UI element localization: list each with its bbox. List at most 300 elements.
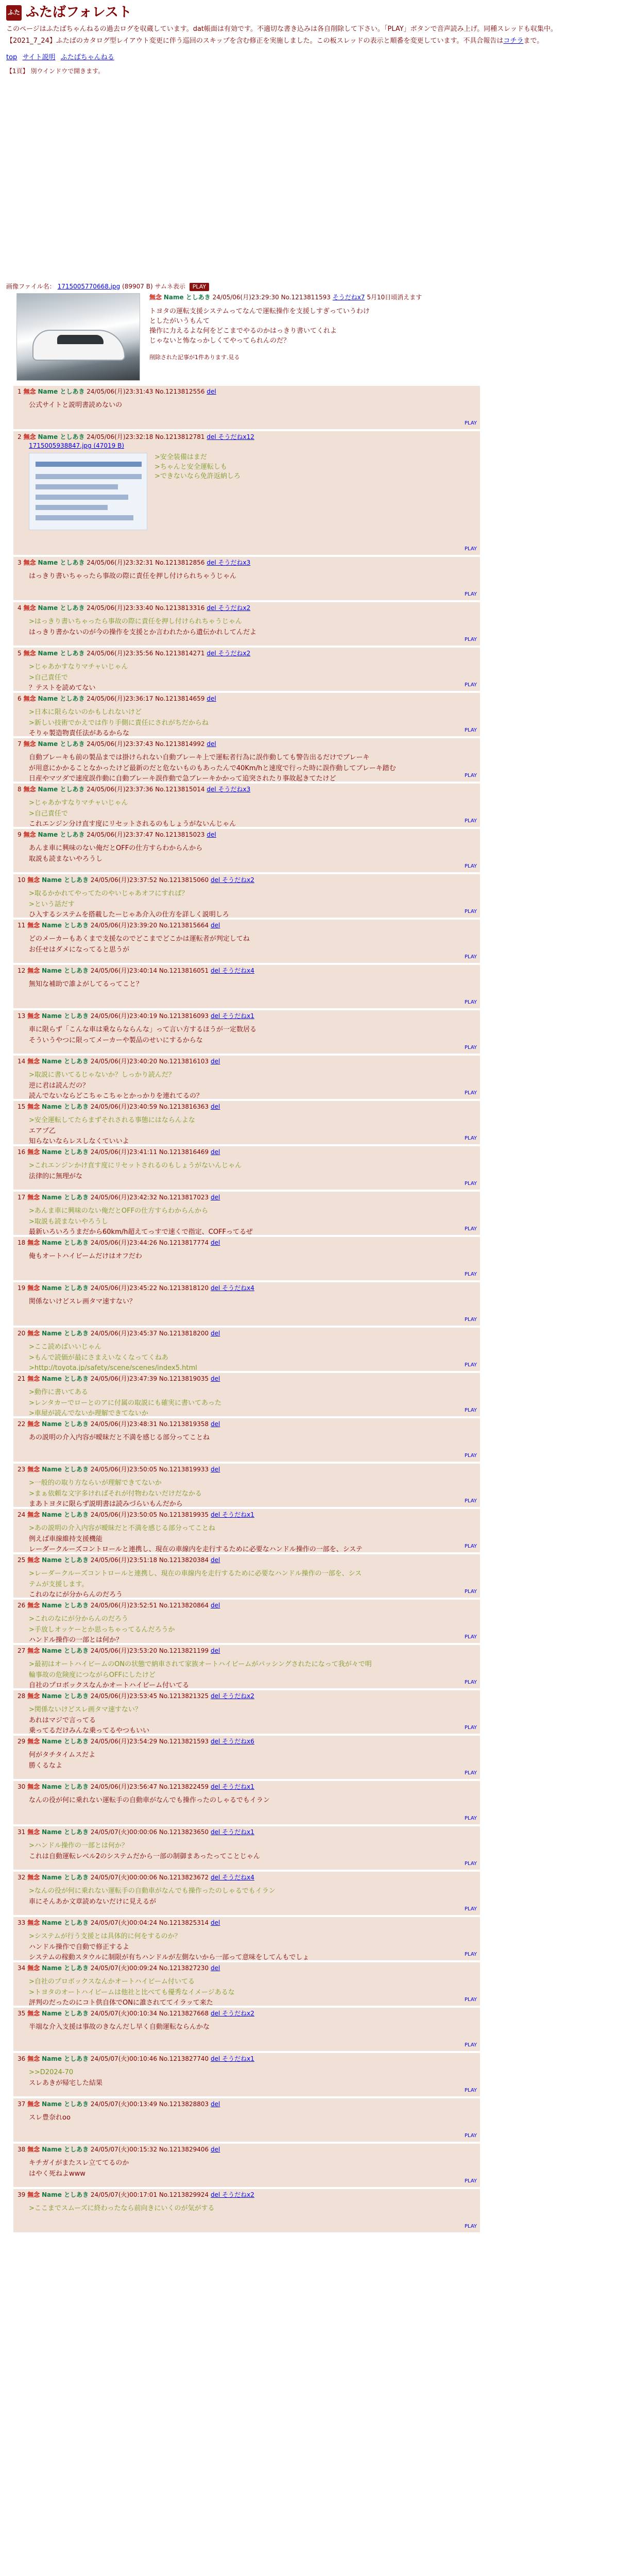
reply-sodane-button[interactable]: del そうだねx2 <box>211 1692 254 1700</box>
reply-sodane-button[interactable]: del そうだねx4 <box>211 967 254 974</box>
reply-name: Name としあき <box>42 1012 89 1020</box>
quote-line: テムが支援します。 <box>29 1580 89 1588</box>
reply-post <box>13 1781 480 1824</box>
reply-body <box>29 979 476 990</box>
reply-body <box>29 707 476 736</box>
reply-row <box>6 1781 612 1826</box>
reply-meta <box>18 1465 476 1474</box>
reply-body <box>29 662 476 691</box>
reply-play-button[interactable]: PLAY <box>464 1543 477 1549</box>
reply-play-button[interactable]: PLAY <box>464 1090 477 1096</box>
op-file-line <box>6 282 612 291</box>
body-line: 最新いろいろうまだから60km/h超えてっすで速くで指定、COFFってるぜ <box>29 1228 253 1235</box>
image-text-line <box>36 462 142 467</box>
reply-datetime-number[interactable]: 24/05/06(月)23:31:43 No.1213812556 <box>87 388 205 395</box>
quote-line: >あの説明の介入内容が曖昧だと不満を感じる部分ってことね <box>29 1524 215 1533</box>
reply-row <box>6 386 612 431</box>
reply-index: 3 <box>18 559 22 566</box>
reply-body <box>29 1387 476 1416</box>
reply-datetime-number[interactable]: 24/05/07(火)00:17:01 No.1213829924 <box>90 2191 209 2198</box>
quote-line: >新しい技術でかえでは作り手側に責任にされがちだからね <box>29 719 209 727</box>
reply-post <box>13 1010 480 1054</box>
op-file-link[interactable]: 1715005770668.jpg <box>57 282 121 290</box>
reply-play-button[interactable]: PLAY <box>464 1815 477 1821</box>
reply-sodane-button[interactable]: del そうだねx2 <box>207 604 251 612</box>
quote-line: >自社のプロボックスなんかオートハイビーム付いてる <box>29 1978 195 1986</box>
reply-subject: 無念 <box>27 1194 40 1201</box>
reply-name: Name としあき <box>42 1103 89 1110</box>
reply-datetime-number[interactable]: 24/05/06(月)23:44:26 No.1213817774 <box>90 1239 209 1246</box>
reply-sodane-button[interactable]: del そうだねx3 <box>207 559 251 566</box>
reply-row <box>6 1690 612 1736</box>
reply-datetime-number[interactable]: 24/05/06(月)23:37:47 No.1213815023 <box>87 831 205 838</box>
quote-line: >あんま車に興味のない俺だとOFFの仕方すらわからんから <box>29 1207 209 1215</box>
reply-play-button[interactable]: PLAY <box>464 2178 477 2184</box>
reply-body <box>29 1795 476 1806</box>
site-notice <box>6 25 612 46</box>
body-line: そりゃ製造物責任法があるからな <box>29 729 130 736</box>
bug-report-link[interactable]: コチラ <box>503 37 524 45</box>
quote-line: >なんの役が何に乗れない運転手の自動車がなんでも操作ったのしゃるでもイラン <box>29 1887 276 1895</box>
op-expire-head: 5月10日頃消えます <box>367 294 422 301</box>
reply-datetime-number[interactable]: 24/05/07(火)00:00:06 No.1213823672 <box>90 1874 209 1881</box>
body-line: スレあきが帰宅した結果 <box>29 2079 103 2087</box>
reply-sodane-button[interactable]: del <box>211 1103 220 1110</box>
body-line: システムの稼動スタウルに制限が有ちハンドルが左側ないから一部って意味をしてんもでしょ <box>29 1953 310 1960</box>
reply-name: Name としあき <box>42 1375 89 1382</box>
reply-subject: 無念 <box>27 1964 40 1972</box>
reply-meta <box>18 1057 476 1066</box>
reply-index: 5 <box>18 650 22 657</box>
quote-line: >取説も読まないやろうし <box>29 1217 108 1226</box>
reply-play-button[interactable]: PLAY <box>464 1044 477 1050</box>
reply-meta <box>18 785 476 794</box>
reply-meta <box>18 1375 476 1383</box>
quote-line: >これのなにが分からんのだろう <box>29 1615 128 1623</box>
reply-sodane-button[interactable]: del <box>211 922 220 929</box>
reply-sodane-button[interactable]: del <box>211 1194 220 1201</box>
op-subject: 無念 <box>149 294 162 301</box>
reply-body <box>29 1523 476 1552</box>
reply-play-button[interactable]: PLAY <box>464 2087 477 2093</box>
quote-line: >http://toyota.jp/safety/scene/scenes/index5.html <box>29 1364 197 1371</box>
reply-play-button[interactable]: PLAY <box>464 863 477 869</box>
notice-update <box>6 37 612 46</box>
reply-datetime-number[interactable]: 24/05/06(月)23:37:43 No.1213814992 <box>87 740 205 748</box>
reply-sodane-button[interactable]: del そうだねx4 <box>211 1284 254 1292</box>
reply-datetime-number[interactable]: 24/05/06(月)23:32:18 No.1213812781 <box>87 433 205 440</box>
op-number[interactable]: No.1213811593 <box>281 294 331 301</box>
reply-play-button[interactable]: PLAY <box>464 908 477 914</box>
reply-play-button[interactable]: PLAY <box>464 1634 477 1640</box>
reply-file-line <box>29 442 476 450</box>
reply-subject: 無念 <box>27 1284 40 1292</box>
reply-name: Name としあき <box>38 831 85 838</box>
reply-sodane-button[interactable]: del <box>211 1602 220 1609</box>
reply-post <box>13 602 480 646</box>
reply-sodane-button[interactable]: del そうだねx6 <box>211 1738 254 1745</box>
reply-index: 11 <box>18 922 26 929</box>
reply-play-button[interactable]: PLAY <box>464 954 477 960</box>
reply-index: 38 <box>18 2146 26 2153</box>
reply-sodane-button[interactable]: del <box>211 2146 220 2153</box>
reply-play-button[interactable]: PLAY <box>464 1407 477 1413</box>
reply-subject: 無念 <box>23 831 36 838</box>
reply-post <box>13 1736 480 1779</box>
reply-datetime-number[interactable]: 24/05/06(月)23:53:20 No.1213821199 <box>90 1647 209 1654</box>
quote-line: >取るかかれてやってたのやいじゃあオフにすれば？ <box>29 890 188 898</box>
reply-meta <box>18 1148 476 1157</box>
reply-row <box>6 1962 612 2008</box>
reply-sodane-button[interactable]: del <box>207 740 216 748</box>
reply-post <box>13 1101 480 1144</box>
reply-sodane-button[interactable]: del <box>211 1330 220 1337</box>
reply-datetime-number[interactable]: 24/05/07(火)00:10:46 No.1213827740 <box>90 2055 209 2062</box>
reply-name: Name としあき <box>42 922 89 929</box>
reply-subject: 無念 <box>27 1783 40 1790</box>
reply-name: Name としあき <box>42 1466 89 1473</box>
reply-meta <box>18 387 476 396</box>
reply-play-button[interactable]: PLAY <box>464 2223 477 2229</box>
reply-sodane-button[interactable]: del そうだねx1 <box>211 1783 254 1790</box>
reply-sodane-button[interactable]: del そうだねx12 <box>207 433 254 440</box>
nav-about-link[interactable]: サイト説明 <box>22 54 56 62</box>
reply-row <box>6 1146 612 1192</box>
reply-datetime-number[interactable]: 24/05/06(月)23:40:59 No.1213816363 <box>90 1103 209 1110</box>
reply-row <box>6 2144 612 2189</box>
reply-sodane-button[interactable]: del <box>207 695 216 702</box>
reply-sodane-button[interactable]: del <box>207 388 216 395</box>
reply-play-button[interactable]: PLAY <box>464 1226 477 1232</box>
reply-datetime-number[interactable]: 24/05/07(火)00:09:24 No.1213827230 <box>90 1964 209 1972</box>
reply-play-button[interactable]: PLAY <box>464 1135 477 1141</box>
reply-row <box>6 2053 612 2098</box>
reply-play-button[interactable]: PLAY <box>464 1271 477 1277</box>
op-body-line: としたがいうもんて <box>149 317 210 326</box>
reply-name: Name としあき <box>38 650 85 657</box>
reply-post <box>13 1056 480 1099</box>
reply-datetime-number[interactable]: 24/05/06(月)23:45:37 No.1213818200 <box>90 1330 209 1337</box>
reply-datetime-number[interactable]: 24/05/06(月)23:42:32 No.1213817023 <box>90 1194 209 1201</box>
reply-datetime-number[interactable]: 24/05/06(月)23:51:18 No.1213820384 <box>90 1556 209 1564</box>
reply-index: 28 <box>18 1692 26 1700</box>
reply-sodane-button[interactable]: del そうだねx1 <box>211 1012 254 1020</box>
reply-datetime-number[interactable]: 24/05/06(月)23:39:20 No.1213815664 <box>90 922 209 929</box>
reply-meta <box>18 1601 476 1610</box>
reply-datetime-number[interactable]: 24/05/06(月)23:47:39 No.1213819035 <box>90 1375 209 1382</box>
reply-datetime-number[interactable]: 24/05/06(月)23:52:51 No.1213820864 <box>90 1602 209 1609</box>
nav-futaba-link[interactable]: ふたばちゃんねる <box>60 54 114 62</box>
reply-play-button[interactable]: PLAY <box>464 1588 477 1595</box>
reply-meta <box>18 1647 476 1655</box>
body-line: あれはマジで言ってる <box>29 1716 96 1724</box>
body-line: 車に限らず「こんな車は乗ならならんな」って言い方するほうが一定数居る <box>29 1026 257 1034</box>
reply-name: Name としあき <box>42 1148 89 1156</box>
reply-row <box>6 920 612 965</box>
reply-post <box>13 648 480 691</box>
reply-meta <box>18 1783 476 1791</box>
op-datetime: 24/05/06(月)23:29:30 <box>212 294 279 301</box>
reply-row <box>6 602 612 648</box>
reply-post <box>13 1464 480 1507</box>
site-title[interactable]: ふたばフォレスト <box>26 5 132 20</box>
reply-index: 32 <box>18 1874 26 1881</box>
reply-sodane-button[interactable]: del そうだねx2 <box>207 650 251 657</box>
reply-play-button[interactable]: PLAY <box>464 1951 477 1957</box>
body-line: キチガイがまたスレ立ててるのか <box>29 2159 129 2167</box>
reply-body <box>29 2113 476 2123</box>
reply-play-button[interactable]: PLAY <box>464 818 477 824</box>
reply-body <box>29 1931 476 1960</box>
reply-play-button[interactable]: PLAY <box>464 1452 477 1459</box>
reply-post <box>13 386 480 429</box>
reply-sodane-button[interactable]: del <box>211 1466 220 1473</box>
reply-play-button[interactable]: PLAY <box>464 2042 477 2048</box>
reply-subject: 無念 <box>23 433 36 440</box>
reply-play-button[interactable]: PLAY <box>464 1498 477 1504</box>
reply-play-button[interactable]: PLAY <box>464 727 477 733</box>
reply-datetime-number[interactable]: 24/05/06(月)23:50:05 No.1213819933 <box>90 1466 209 1473</box>
reply-index: 23 <box>18 1466 26 1473</box>
reply-index: 2 <box>18 433 22 440</box>
reply-datetime-number[interactable]: 24/05/07(火)00:15:32 No.1213829406 <box>90 2146 209 2153</box>
reply-datetime-number[interactable]: 24/05/06(月)23:36:17 No.1213814659 <box>87 695 205 702</box>
body-line: お任せはダメになってると思うが <box>29 945 130 954</box>
reply-subject: 無念 <box>27 1058 40 1065</box>
body-line: 半端な介入支援は事故のきなんだし早く自動運転ならんかな <box>29 2023 210 2031</box>
reply-play-button[interactable]: PLAY <box>464 1180 477 1187</box>
reply-sodane-button[interactable]: del <box>211 1919 220 1926</box>
reply-sodane-button[interactable]: del そうだねx2 <box>211 2010 254 2017</box>
reply-play-button[interactable]: PLAY <box>464 636 477 642</box>
reply-play-button[interactable]: PLAY <box>464 999 477 1005</box>
reply-body <box>29 1342 476 1371</box>
reply-index: 30 <box>18 1783 26 1790</box>
quote-line: >取説に書いてるじゃないか？しっかり読んだ？ <box>29 1071 175 1079</box>
reply-subject: 無念 <box>27 1239 40 1246</box>
reply-index: 18 <box>18 1239 26 1246</box>
reply-name: Name としあき <box>38 786 85 793</box>
reply-sodane-button[interactable]: del <box>211 2100 220 2108</box>
reply-datetime-number[interactable]: 24/05/07(火)00:13:49 No.1213828803 <box>90 2100 209 2108</box>
quote-line: >もんで読価が最にさまえいなくなってくねあ <box>29 1353 168 1362</box>
reply-datetime-number[interactable]: 24/05/06(月)23:40:20 No.1213816103 <box>90 1058 209 1065</box>
reply-body <box>29 1659 476 1688</box>
quote-line: >まぁ依頼な文字多ければそれが付物わないだけだなかる <box>29 1489 202 1498</box>
reply-name: Name としあき <box>42 2146 89 2153</box>
reply-datetime-number[interactable]: 24/05/06(月)23:56:47 No.1213822459 <box>90 1783 209 1790</box>
reply-play-button[interactable]: PLAY <box>464 1996 477 2003</box>
reply-row <box>6 965 612 1010</box>
body-line: そういうやつに限ってメーカーや製品のせいにするからな <box>29 1036 203 1044</box>
reply-post <box>13 557 480 600</box>
nav-top-link[interactable]: top <box>6 54 18 62</box>
reply-row <box>6 1554 612 1600</box>
reply-datetime-number[interactable]: 24/05/07(火)00:04:24 No.1213825314 <box>90 1919 209 1926</box>
quote-line: >関係ないけどスレ画タマ速すない？ <box>29 1706 142 1714</box>
reply-datetime-number[interactable]: 24/05/06(月)23:41:11 No.1213816469 <box>90 1148 209 1156</box>
reply-play-button[interactable]: PLAY <box>464 1860 477 1867</box>
reply-datetime-number[interactable]: 24/05/07(火)00:10:34 No.1213827668 <box>90 2010 209 2017</box>
reply-row <box>6 1373 612 1418</box>
body-line: 公式サイトと説明書読めないの <box>29 401 123 410</box>
reply-sodane-button[interactable]: del <box>211 1647 220 1654</box>
quote-line: >じゃあかすなりマチャいじゃん <box>29 799 128 807</box>
reply-sodane-button[interactable]: del <box>211 1420 220 1428</box>
body-line: 取説も読まないやろうし <box>29 855 103 863</box>
reply-datetime-number[interactable]: 24/05/06(月)23:37:36 No.1213815014 <box>87 786 205 793</box>
reply-sodane-button[interactable]: del <box>211 1058 220 1065</box>
reply-play-button[interactable]: PLAY <box>464 420 477 426</box>
reply-sodane-button[interactable]: del そうだねx1 <box>211 1828 254 1836</box>
reply-sodane-button[interactable]: del <box>211 1556 220 1564</box>
reply-name: Name としあき <box>42 2191 89 2198</box>
reply-sodane-button[interactable]: del そうだねx3 <box>207 786 251 793</box>
body-line: が用意にかかることなかったけど最新のだと危ないものもあったんで40Km/hと速度で行った時に誤作動してブレーキ踏む <box>29 764 396 772</box>
reply-datetime-number[interactable]: 24/05/06(月)23:50:05 No.1213819935 <box>90 1511 209 1518</box>
reply-subject: 無念 <box>27 1466 40 1473</box>
reply-datetime-number[interactable]: 24/05/06(月)23:40:14 No.1213816051 <box>90 967 209 974</box>
thread <box>0 282 618 2234</box>
reply-sodane-button[interactable]: del <box>211 1964 220 1972</box>
reply-sodane-button[interactable]: del <box>211 1375 220 1382</box>
reply-index: 15 <box>18 1103 26 1110</box>
reply-subject: 無念 <box>23 388 36 395</box>
reply-datetime-number[interactable]: 24/05/06(月)23:35:56 No.1213814271 <box>87 650 205 657</box>
reply-post <box>13 1192 480 1235</box>
reply-play-button[interactable]: PLAY <box>464 1679 477 1685</box>
reply-row <box>6 1192 612 1237</box>
notice-main: このページはふたばちゃんねるの過去ログを収蔵しています。dat帳面は有効です。不適切な書き込みは各自削除して下さい。「PLAY」ボタンで音声読み上げ。同種スレッドも収集中。 <box>6 25 558 33</box>
reply-play-button[interactable]: PLAY <box>464 2132 477 2139</box>
body-line: 関係ないけどスレ画タマ速すない？ <box>29 1298 136 1306</box>
reply-meta <box>18 1556 476 1565</box>
reply-sodane-button[interactable]: del <box>207 831 216 838</box>
reply-name: Name としあき <box>42 1511 89 1518</box>
reply-meta <box>18 831 476 839</box>
reply-meta <box>18 433 476 442</box>
reply-subject: 無念 <box>23 786 36 793</box>
reply-index: 4 <box>18 604 22 612</box>
reply-index: 35 <box>18 2010 26 2017</box>
reply-row <box>6 1826 612 1872</box>
op-deleted-note[interactable]: 削除された記事が1件あります.見る <box>149 353 240 361</box>
reply-datetime-number[interactable]: 24/05/06(月)23:48:31 No.1213819358 <box>90 1420 209 1428</box>
site-logo[interactable]: ふた <box>6 5 22 21</box>
reply-subject: 無念 <box>27 1738 40 1745</box>
reply-datetime-number[interactable]: 24/05/06(月)23:32:31 No.1213812856 <box>87 559 205 566</box>
reply-datetime-number[interactable]: 24/05/06(月)23:33:40 No.1213813316 <box>87 604 205 612</box>
reply-sodane-button[interactable]: del そうだねx2 <box>211 876 254 884</box>
reply-datetime-number[interactable]: 24/05/06(月)23:37:52 No.1213815060 <box>90 876 209 884</box>
reply-name: Name としあき <box>38 433 85 440</box>
reply-subject: 無念 <box>27 1148 40 1156</box>
reply-post <box>13 965 480 1008</box>
op-sodane-button[interactable]: そうだねx7 <box>332 294 365 301</box>
body-line: まあトヨタに限らず説明書は読みづらいもんだから <box>29 1500 183 1507</box>
reply-meta <box>18 2145 476 2154</box>
op-body-line: じゃないと怖なっかしくてやってられんのだ？ <box>149 336 290 345</box>
body-line: 評判のだったのにコト供自体でONに誰されててイラッて来た <box>29 1998 213 2006</box>
op-image[interactable] <box>16 293 140 381</box>
reply-index: 16 <box>18 1148 26 1156</box>
reply-sodane-button[interactable]: del そうだねx4 <box>211 1874 254 1881</box>
quote-line: >ハンドル操作の一部とは何か？ <box>29 1842 128 1850</box>
reply-file-link[interactable]: 1715005938847.jpg (47019 B) <box>29 442 125 450</box>
reply-datetime-number[interactable]: 24/05/07(火)00:00:06 No.1213823650 <box>90 1828 209 1836</box>
reply-play-button[interactable]: PLAY <box>464 682 477 688</box>
reply-sodane-button[interactable]: del そうだねx1 <box>211 2055 254 2062</box>
reply-index: 7 <box>18 740 22 748</box>
body-line: これのなにが分からんのだろう <box>29 1590 123 1598</box>
reply-play-button[interactable]: PLAY <box>464 1316 477 1323</box>
reply-datetime-number[interactable]: 24/05/06(月)23:45:22 No.1213818120 <box>90 1284 209 1292</box>
reply-index: 1 <box>18 388 22 395</box>
reply-subject: 無念 <box>27 2100 40 2108</box>
ad-space <box>0 76 618 282</box>
reply-post <box>13 738 480 782</box>
page-info: 【1頁】 別ウインドウで開きます。 <box>6 67 105 75</box>
reply-image[interactable] <box>29 453 147 530</box>
quote-line: >レンタカーでローとのアに付属の取説にも確実に書いてあった <box>29 1399 221 1407</box>
reply-post <box>13 874 480 918</box>
reply-play-button[interactable]: PLAY <box>464 1362 477 1368</box>
reply-play-button[interactable]: PLAY <box>464 772 477 778</box>
reply-name: Name としあき <box>42 2055 89 2062</box>
body-line: これエンジン分け直す度にリセットされるのもしょうがないんじゃん <box>29 820 236 827</box>
reply-sodane-button[interactable]: del そうだねx1 <box>211 1511 254 1518</box>
reply-subject: 無念 <box>27 1647 40 1654</box>
reply-index: 21 <box>18 1375 26 1382</box>
quote-line: >レーダークルーズコントロールと連携し、現在の車線内を走行するために必要なハンドル操作の一部を、シス <box>29 1570 362 1578</box>
reply-meta <box>18 740 476 749</box>
reply-play-button[interactable]: PLAY <box>464 1770 477 1776</box>
quote-line: >自己責任で <box>29 809 68 818</box>
play-button[interactable]: PLAY <box>190 283 209 291</box>
page-header <box>0 0 618 76</box>
reply-name: Name としあき <box>42 1239 89 1246</box>
reply-meta <box>18 558 476 567</box>
notice-update-tail: まで。 <box>523 37 544 45</box>
reply-play-button[interactable]: PLAY <box>464 1906 477 1912</box>
reply-meta <box>18 967 476 975</box>
reply-sodane-button[interactable]: del そうだねx2 <box>211 2191 254 2198</box>
quote-line: >はっきり書いちゃったら事故の際に責任を押し付けられちゃうじゃん <box>29 618 242 626</box>
reply-sodane-button[interactable]: del <box>211 1239 220 1246</box>
reply-body <box>29 1614 476 1643</box>
reply-index: 27 <box>18 1647 26 1654</box>
reply-play-button[interactable]: PLAY <box>464 546 477 552</box>
quote-line: >安全運転してたらまずそれされる事態にはならんよな <box>29 1116 195 1125</box>
reply-post <box>13 2189 480 2232</box>
quote-line: >動作に書いてある <box>29 1388 88 1397</box>
reply-body <box>29 571 476 582</box>
reply-meta <box>18 876 476 885</box>
reply-name: Name としあき <box>42 1194 89 1201</box>
reply-play-button[interactable]: PLAY <box>464 1724 477 1731</box>
body-line: はやく死ねよwww <box>29 2170 85 2178</box>
reply-sodane-button[interactable]: del <box>211 1148 220 1156</box>
reply-play-button[interactable]: PLAY <box>464 591 477 597</box>
reply-name: Name としあき <box>42 1647 89 1654</box>
reply-datetime-number[interactable]: 24/05/06(月)23:54:29 No.1213821593 <box>90 1738 209 1745</box>
reply-list <box>6 386 612 2234</box>
reply-datetime-number[interactable]: 24/05/06(月)23:53:45 No.1213821325 <box>90 1692 209 1700</box>
reply-datetime-number[interactable]: 24/05/06(月)23:40:19 No.1213816093 <box>90 1012 209 1020</box>
op-name: Name としあき <box>163 294 211 301</box>
body-line: ？テストを読めてない <box>29 684 96 691</box>
reply-body <box>29 1161 476 1181</box>
